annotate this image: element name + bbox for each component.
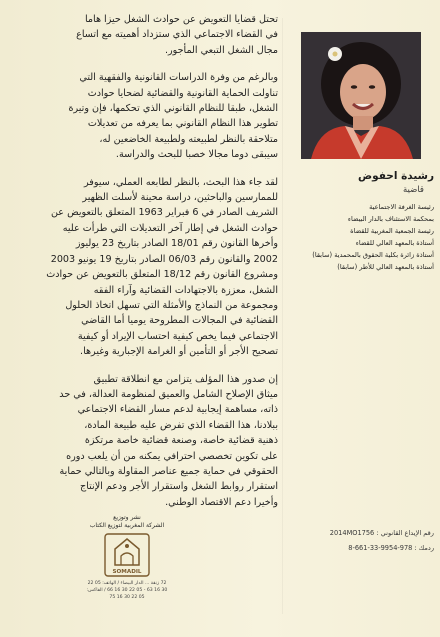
- text-line: القضائية في المجالات المطروحة يوميا أما القاضي: [81, 315, 278, 327]
- text-line: على تكوين تخصصي احترافي يمكنه من أن يلعب دوره: [66, 450, 278, 462]
- author-photo: [301, 32, 421, 159]
- author-bio-line: أستاذة زائرة بكلية الحقوق بالمحمدية (سابقا): [312, 251, 434, 259]
- text-line: للممارسين والباحثين، دراسة محينة لأسلت الظهير: [82, 192, 278, 204]
- text-line: الاجتماعي فيما يخص كيفية احتساب الإيراد أو كيفية: [77, 330, 278, 342]
- author-bio-line: أستاذة بالمعهد العالي للأطر (سابقا): [337, 263, 434, 271]
- text-line: لقد جاء هذا البحث، بالنظر لطابعه العملي، سيوفر: [83, 176, 278, 188]
- author-role: قاضية: [403, 185, 424, 195]
- blurb-paragraph-1: [6, 12, 278, 58]
- author-bio-line: رئيسة الجمعية المغربية للقضاة: [350, 227, 434, 235]
- text-line: سيبقى دوما مجالا خصبا للبحث والدراسة.: [115, 149, 278, 161]
- text-line: وبالرغم من وفرة الدراسات القانونية والفقهية التي: [79, 72, 278, 84]
- publisher-name: الشركة المغربية لتوزيع الكتاب: [89, 522, 165, 529]
- text-line: استقرار روابط الشغل واستقرار الأجر ودعم الإنتاج: [80, 481, 278, 493]
- text-line: الشريف الصادر في 6 فبراير 1963 المتعلق بالتعويض عن: [51, 207, 278, 219]
- text-line: حوادث الشغل في إطار آخر التعديلات التي طرأت عليه: [62, 222, 278, 234]
- author-portrait-image: [301, 32, 421, 159]
- publisher-logo: [103, 532, 151, 578]
- text-line: الشغل، معززة بالاجتهادات القضائية وآراء الفقه: [93, 284, 278, 296]
- text-line: الحقوقي في حماية جميع عناصر المقاولة وبالتالي حماية: [59, 465, 278, 477]
- legal-deposit: رقم الإيداع القانوني : 2014MO1756: [329, 529, 434, 537]
- publisher-block: [84, 514, 170, 622]
- text-line: إن صدور هذا المؤلف يتزامن مع انطلاقة تطبيق: [93, 373, 278, 385]
- text-line: وأخرها القانون رقم 18/01 الصادر بتاريخ 23 يوليوز: [75, 238, 278, 250]
- text-line: تناولت الحماية القانونية والقضائية لضحايا حوادث: [87, 87, 278, 99]
- text-line: ميثاق الإصلاح الشامل والعميق لمنظومة العدالة، في حد: [59, 388, 278, 400]
- publisher-distribution-label: نشر وتوزيع: [113, 514, 141, 521]
- text-line: تصحيح الأجر أو التأمين أو الغرامة الإجبارية وغيرها.: [80, 346, 278, 358]
- author-bio-line: أستاذة بالمعهد العالي للقضاء: [355, 239, 434, 247]
- text-line: ومشروع القانون رقم 18/12 المتعلق بالتعويض عن حوادث: [46, 269, 278, 281]
- text-line: ببلادنا، هذا القضاء الذي تفرض عليه طبيعة المادة،: [84, 419, 278, 431]
- column-divider: [282, 18, 283, 614]
- publisher-logo-text: SOMADIL: [112, 569, 142, 575]
- blurb-paragraph-2: [6, 70, 278, 162]
- text-line: تطوير هذا النظام القانوني بما يعرفه من تعديلات: [87, 118, 278, 130]
- text-line: الشغل، طبقا للنظام القانوني الذي تحكمها، فإن وتيرة: [68, 103, 278, 115]
- blurb-paragraph-3: [6, 175, 278, 360]
- author-column: [286, 0, 436, 637]
- text-line: ذاته، مساهمة إيجابية لدعم مسار القضاء الاجتماعي: [77, 404, 278, 416]
- blurb-paragraph-4: [6, 372, 278, 511]
- text-line: متلاحقة بالنظر لطبيعته ولطبيعة الخاضعين له،: [99, 133, 278, 145]
- isbn-info: [286, 526, 434, 556]
- text-line: وأخيرا دعم الاقتصاد الوطني.: [165, 496, 278, 508]
- author-bio-line: بمحكمة الاستئناف بالدار البيضاء: [347, 215, 434, 223]
- text-line: مجال الشغل التبعي المأجور.: [164, 44, 278, 56]
- author-name: رشيدة احفوض: [357, 170, 434, 182]
- text-line: ذهنية قضائية خاصة، وصنعة قضائية خاصة مرتكزة: [84, 435, 278, 447]
- text-line: 2002 والقانون رقم 06/03 الصادر بتاريخ 19 يونيو 2003: [50, 253, 278, 265]
- isbn-number: ردمك : 978-9954-33-661-8: [348, 544, 434, 552]
- text-line: تحتل قضايا التعويض عن حوادث الشغل حيزا هاما: [84, 14, 278, 25]
- publisher-address: 72 زنقة ... الدار البيضاء / الهاتف: 05 22 30 16 63 - 05 22 30 16 66 / الفاكس: 05 22 30 16 75: [86, 581, 168, 600]
- author-bio-line: رئيسة الغرفة الاجتماعية: [369, 203, 434, 211]
- text-line: في القضاء الاجتماعي الذي ستزداد أهميته مع اتساع: [76, 29, 278, 41]
- text-line: ومجموعة من النماذج والأمثلة التي تسهل اتخاذ الحلول: [65, 299, 278, 311]
- author-info: [286, 170, 434, 273]
